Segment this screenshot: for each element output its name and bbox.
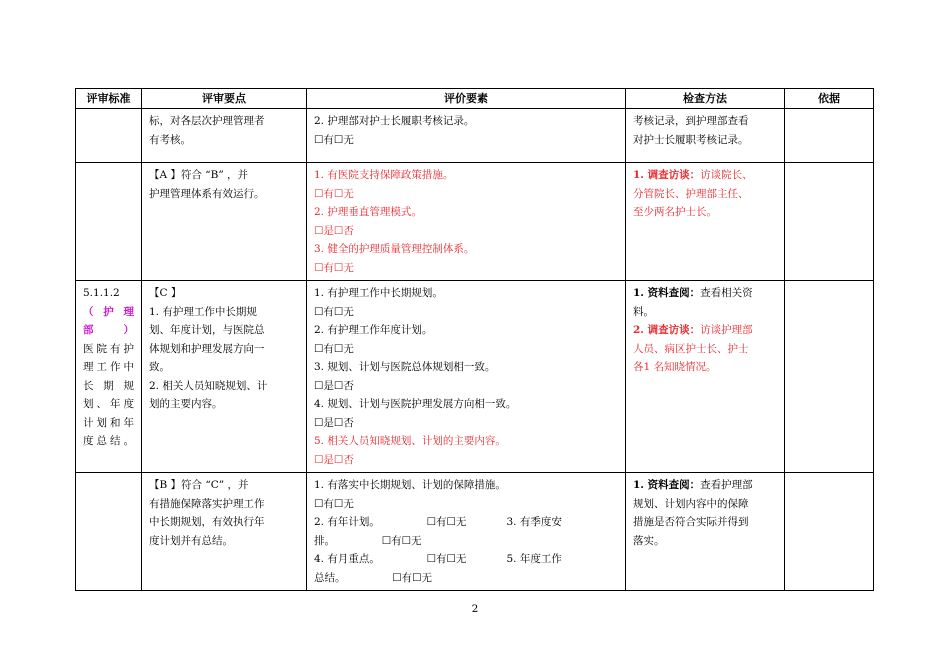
standard-line: 长期规	[83, 379, 134, 392]
evaluation-element-line: ☐是☐否	[314, 224, 354, 237]
inspection-method-line	[633, 203, 777, 222]
evaluation-element-line: ☐是☐否	[314, 379, 354, 392]
inspection-method-line	[633, 513, 777, 532]
standard-line: 5.1.1.2	[83, 287, 120, 299]
inspection-method-text: 2. 调查访谈：	[633, 324, 701, 336]
cell-key-points	[142, 163, 307, 281]
header-basis: 依据	[785, 89, 874, 109]
key-point-line: 1. 有护理工作中长期规	[149, 305, 257, 318]
inspection-method-text: 人员、病区护士长、护士	[633, 342, 749, 355]
cell-key-points	[142, 109, 307, 163]
inspection-method-text: 1. 调查访谈：	[633, 169, 701, 181]
evaluation-element-line: ☐有☐无	[314, 342, 354, 355]
cell-inspection-method	[626, 473, 785, 591]
cell-inspection-method	[626, 163, 785, 281]
header-inspection-method: 检查方法	[626, 89, 785, 109]
key-point-line: 护理管理体系有效运行。	[149, 187, 265, 200]
cell-basis	[785, 109, 874, 163]
cell-inspection-method	[626, 109, 785, 163]
table-row	[76, 473, 874, 591]
inspection-method-line	[633, 185, 777, 204]
table-row	[76, 281, 874, 473]
page-number: 2	[471, 603, 479, 615]
cell-evaluation-elements	[307, 473, 626, 591]
evaluation-element-line: ☐是☐否	[314, 453, 354, 466]
cell-basis	[785, 163, 874, 281]
key-point-line: 体规划和护理发展方向一	[149, 342, 265, 355]
inspection-method-text: 落实。	[633, 534, 665, 547]
cell-evaluation-elements	[307, 281, 626, 473]
evaluation-element-line: ☐有☐无	[314, 133, 354, 146]
evaluation-element-line: 排。 ☐有☐无	[314, 534, 422, 547]
evaluation-element-line: 4. 有月重点。 ☐有☐无 5. 年度工作	[314, 553, 562, 565]
key-point-line: 中长期规划，有效执行年	[149, 516, 265, 528]
evaluation-element-line: 2. 有年计划。 ☐有☐无 3. 有季度安	[314, 516, 562, 528]
inspection-method-text: 至少两名护士长。	[633, 206, 717, 218]
cell-standard	[76, 281, 142, 473]
inspection-method-text: 措施是否符合实际并得到	[633, 516, 749, 528]
key-point-line: 划、年度计划，与医院总	[149, 324, 265, 336]
table-row	[76, 109, 874, 163]
key-point-line: 2. 相关人员知晓规划、计	[149, 379, 268, 392]
cell-basis	[785, 281, 874, 473]
evaluation-element-line: 5. 相关人员知晓规划、计划的主要内容。	[314, 435, 506, 447]
inspection-method-line	[633, 358, 777, 377]
key-point-line: 有考核。	[149, 133, 191, 146]
key-point-line: 【A 】符合 “B” ，并	[149, 169, 249, 181]
evaluation-element-line: 4. 规划、计划与医院护理发展方向相一致。	[314, 398, 517, 410]
inspection-method-text: 料。	[633, 305, 654, 318]
key-point-line: 度计划并有总结。	[149, 534, 233, 547]
cell-key-points	[142, 473, 307, 591]
evaluation-element-line: ☐有☐无	[314, 497, 354, 510]
cell-evaluation-elements	[307, 109, 626, 163]
inspection-method-text: 考核记录，到护理部查看	[633, 115, 749, 127]
standard-line: 理工作中	[83, 361, 134, 373]
inspection-method-line	[633, 476, 777, 495]
table-header-row	[76, 89, 874, 109]
inspection-method-text: 各1 名知晓情况。	[633, 361, 717, 373]
inspection-method-text-rest: 查看护理部	[700, 479, 753, 491]
inspection-method-line	[633, 532, 777, 551]
inspection-method-text-rest: 访谈护理部	[700, 324, 753, 336]
key-point-line: 划的主要内容。	[149, 398, 223, 410]
standard-line: 部）	[83, 324, 134, 336]
evaluation-element-line: 1. 有医院支持保障政策措施。	[314, 169, 454, 181]
evaluation-element-line: ☐有☐无	[314, 261, 354, 274]
evaluation-element-line: ☐是☐否	[314, 416, 354, 429]
cell-key-points	[142, 281, 307, 473]
key-point-line: 致。	[149, 361, 170, 373]
evaluation-element-line: 2. 有护理工作年度计划。	[314, 324, 433, 336]
evaluation-element-line: ☐有☐无	[314, 187, 354, 200]
cell-inspection-method	[626, 281, 785, 473]
inspection-method-line	[633, 166, 777, 185]
inspection-method-line	[633, 284, 777, 303]
key-point-line: 【C 】	[149, 287, 182, 299]
evaluation-element-line: 2. 护理部对护士长履职考核记录。	[314, 115, 475, 127]
inspection-method-line	[633, 131, 777, 150]
standard-line: 计划和年	[83, 416, 134, 429]
evaluation-element-line: 3. 规划、计划与医院总体规划相一致。	[314, 361, 496, 373]
evaluation-element-line: 1. 有护理工作中长期规划。	[314, 287, 443, 299]
inspection-method-text-rest: 访谈院长、	[700, 169, 753, 181]
key-point-line: 标，对各层次护理管理者	[149, 115, 265, 127]
evaluation-element-line: 3. 健全的护理质量管理控制体系。	[314, 243, 475, 255]
cell-standard	[76, 163, 142, 281]
standard-line: 划、年度	[83, 398, 134, 410]
key-point-line: 【B 】符合 “C” ，并	[149, 479, 249, 491]
key-point-line: 有措施保障落实护理工作	[149, 497, 265, 510]
inspection-method-text: 1. 资料查阅：	[633, 287, 701, 299]
inspection-method-line	[633, 495, 777, 514]
header-standard: 评审标准	[76, 89, 142, 109]
inspection-method-text: 分管院长、护理部主任、	[633, 187, 749, 200]
inspection-method-line	[633, 321, 777, 340]
standard-line: 医院有护	[83, 342, 134, 355]
standard-line: 度总结。	[83, 435, 134, 447]
inspection-method-text: 对护士长履职考核记录。	[633, 133, 749, 146]
inspection-method-line	[633, 303, 777, 322]
inspection-method-text: 规划、计划内容中的保障	[633, 497, 749, 510]
cell-basis	[785, 473, 874, 591]
evaluation-element-line: 1. 有落实中长期规划、计划的保障措施。	[314, 479, 506, 491]
header-key-points: 评审要点	[142, 89, 307, 109]
evaluation-element-line: 总结。 ☐有☐无	[314, 571, 433, 584]
standard-line: （护理	[83, 305, 134, 318]
inspection-method-line	[633, 340, 777, 359]
evaluation-table	[75, 88, 874, 591]
inspection-method-line	[633, 112, 777, 131]
table-row	[76, 163, 874, 281]
cell-evaluation-elements	[307, 163, 626, 281]
evaluation-element-line: 2. 护理垂直管理模式。	[314, 206, 422, 218]
cell-standard	[76, 109, 142, 163]
evaluation-element-line: ☐有☐无	[314, 305, 354, 318]
inspection-method-text-rest: 查看相关资	[700, 287, 753, 299]
header-evaluation-elements: 评价要素	[307, 89, 626, 109]
inspection-method-text: 1. 资料查阅：	[633, 479, 701, 491]
cell-standard	[76, 473, 142, 591]
